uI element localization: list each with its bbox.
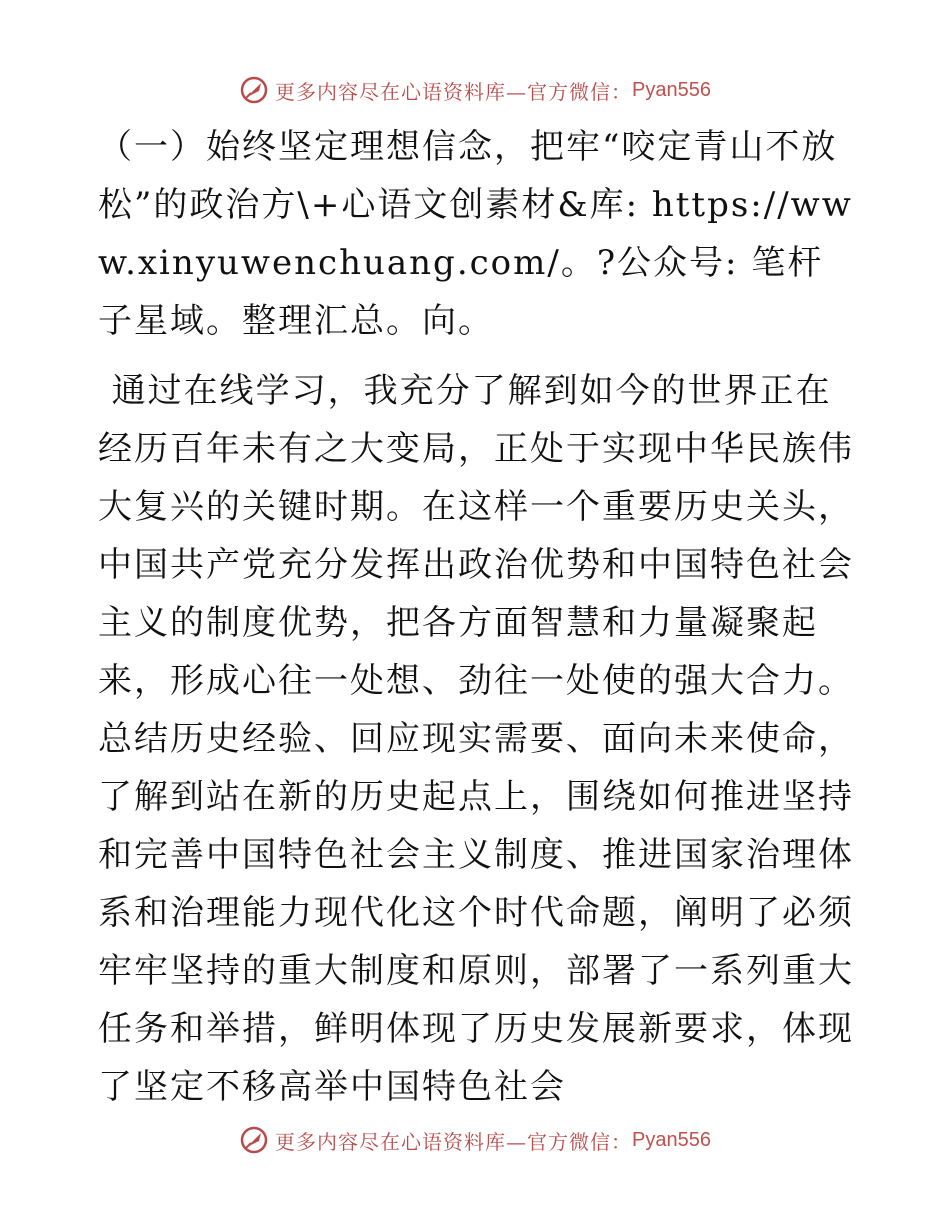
quill-logo-icon <box>239 75 269 105</box>
paragraph-heading: （一）始终坚定理想信念，把牢“咬定青山不放松”的政治方\+心语文创素材&库: https://www.xinyuwenchuang.com/。?公众号: 笔杆子星域。整理汇总。向。 <box>98 127 853 341</box>
watermark-text: 更多内容尽在心语资料库—官方微信： <box>275 79 633 104</box>
document-body <box>98 118 858 1116</box>
paragraph-body: 通过在线学习，我充分了解到如今的世界正在经历百年未有之大变局，正处于实现中华民族伟大复兴的关键时期。在这样一个重要历史关头，中国共产党充分发挥出政治优势和中国特色社会主义的制度优势，把各方面智慧和力量凝聚起来，形成心往一处想、劲往一处使的强大合力。总结历史经验、回应现实需要、面向未来使命，了解到站在新的历史起点上，围绕如何推进坚持和完善中国特色社会主义制度、推进国家治理体系和治理能力现代化这个时代命题，阐明了必须牢牢坚持的重大制度和原则，部署了一系列重大任务和举措，鲜明体现了历史发展新要求，体现了坚定不移高举中国特色社会 <box>98 371 854 1107</box>
footer-watermark-banner <box>0 1120 950 1160</box>
quill-logo-icon <box>239 1125 269 1155</box>
header-watermark-banner <box>0 70 950 110</box>
watermark-wechat-id: Pyan556 <box>632 1128 711 1151</box>
watermark-text: 更多内容尽在心语资料库—官方微信： <box>275 1129 633 1154</box>
watermark-wechat-id: Pyan556 <box>632 78 711 101</box>
